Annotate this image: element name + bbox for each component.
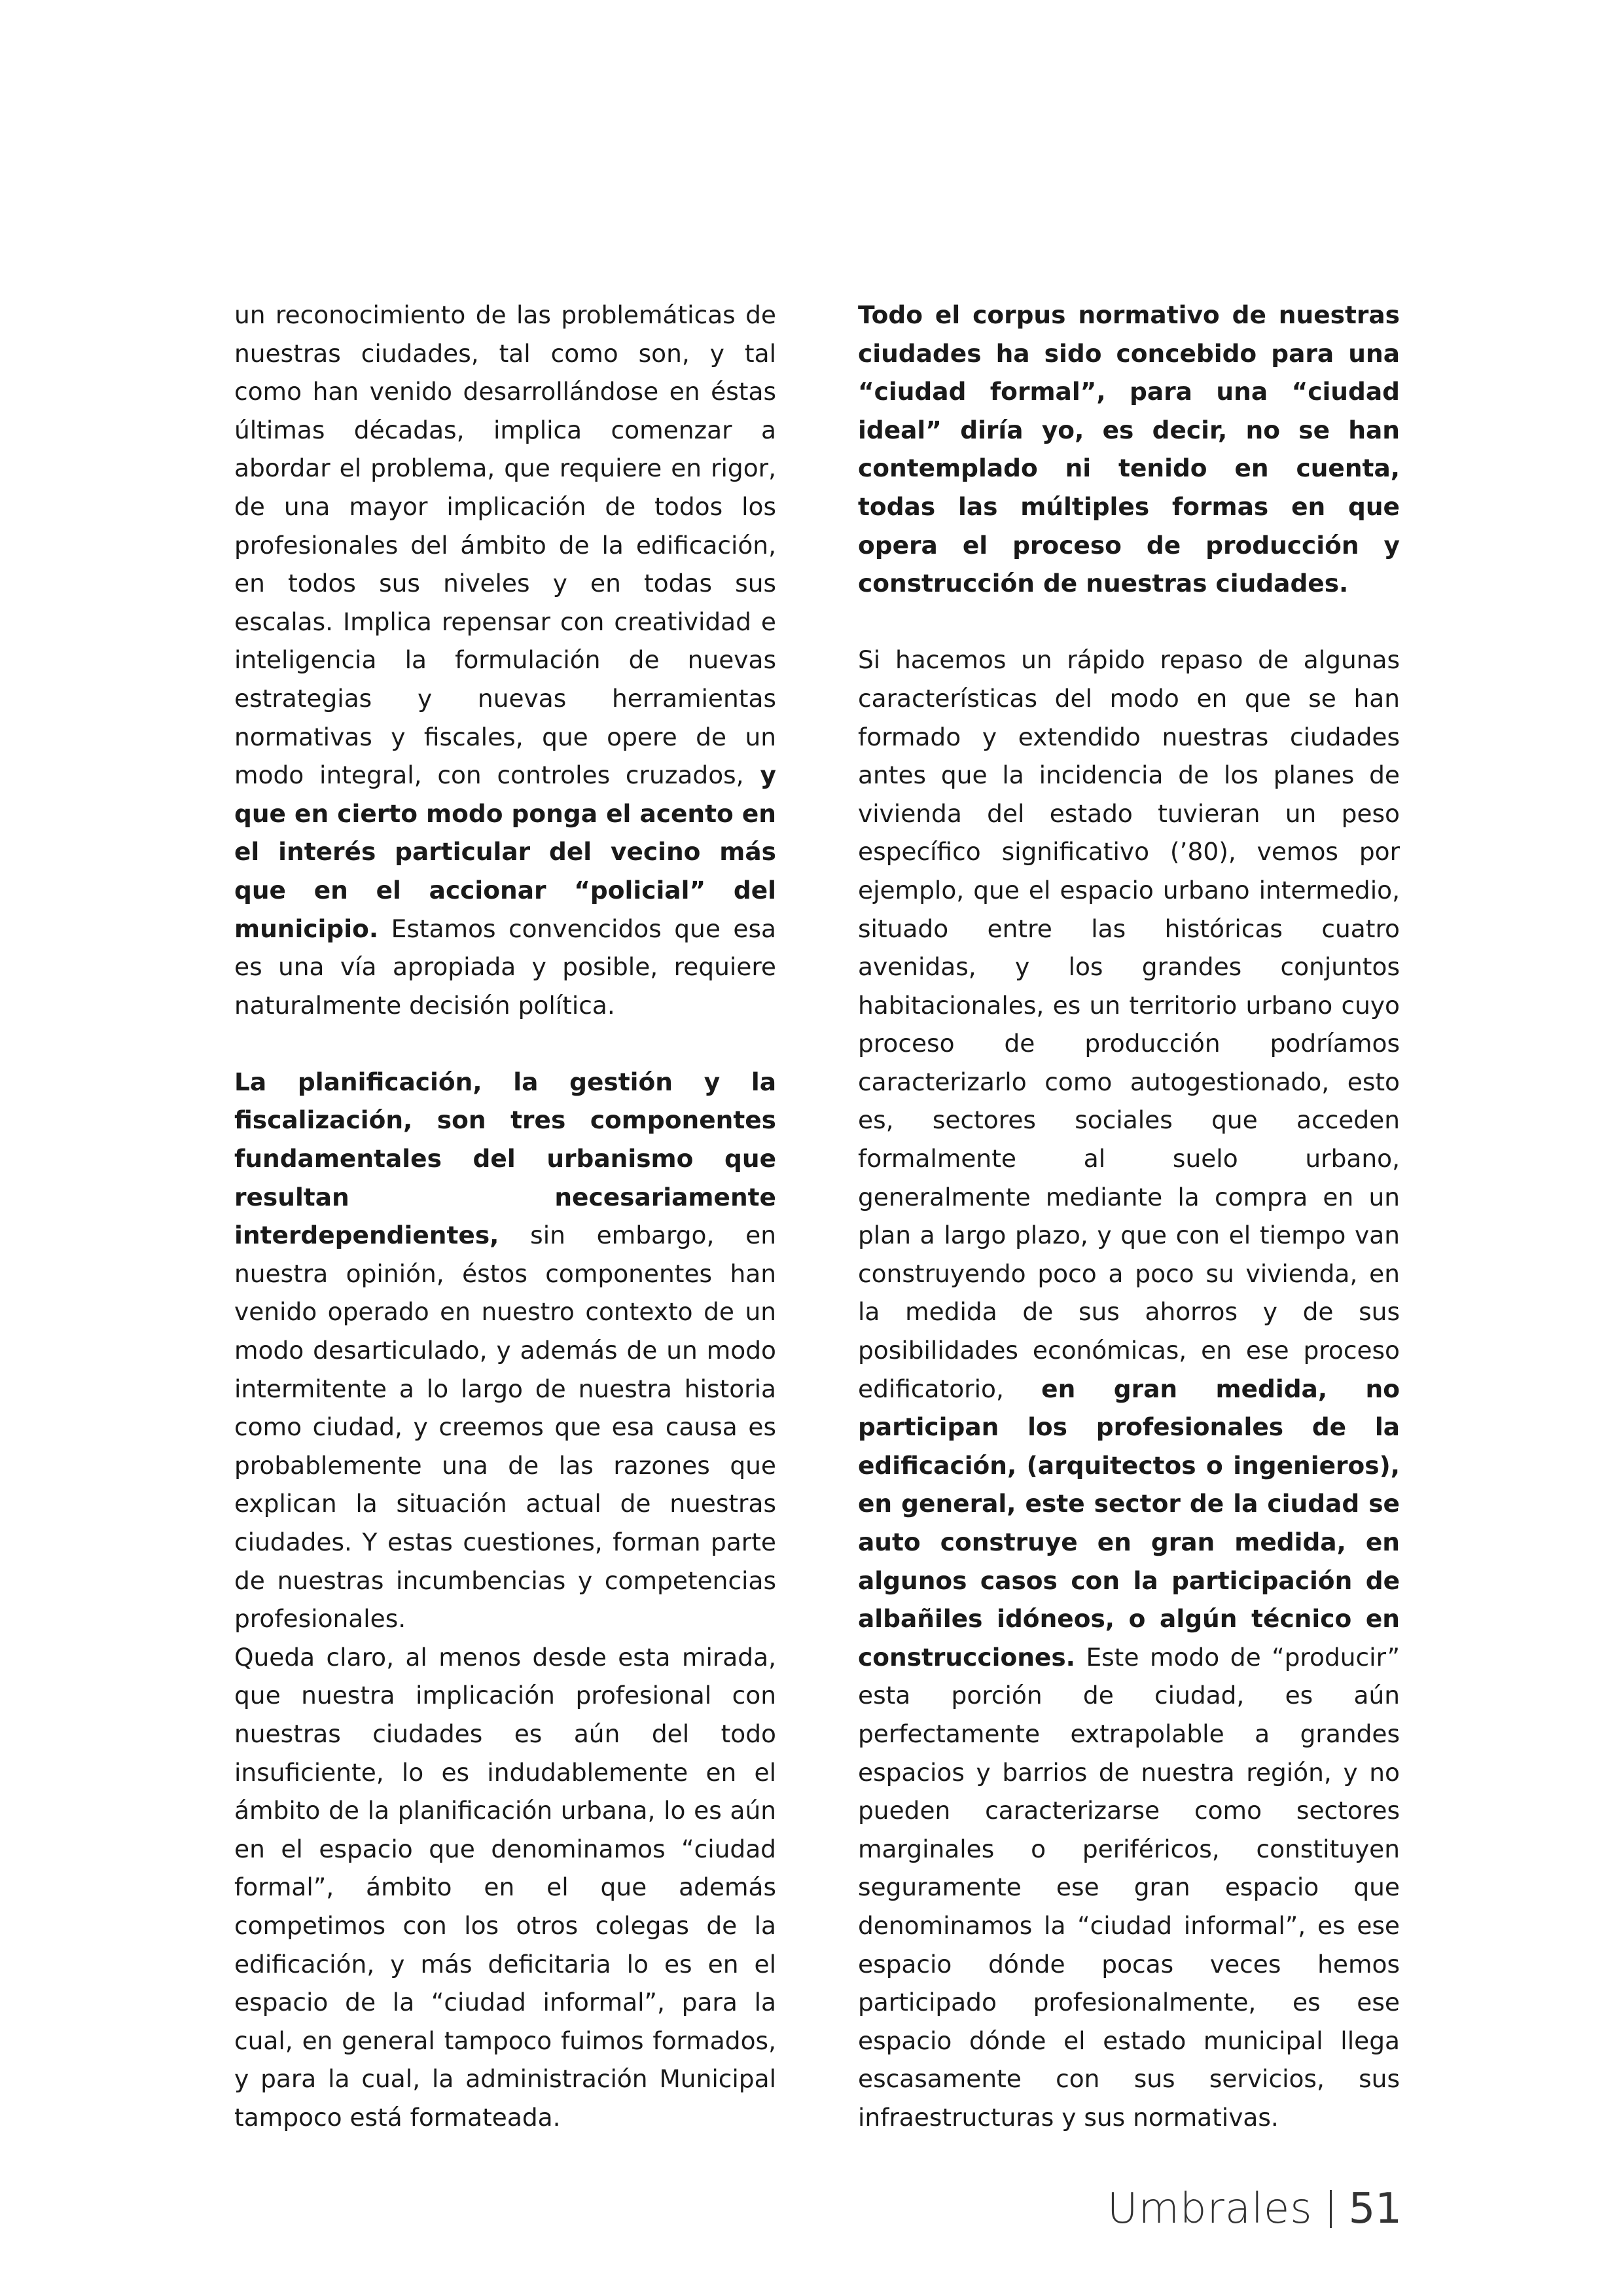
bold-text-run: en gran medida, no participan los profesionales de la edificación, (arquitectos o ingenieros), en general, este sector de la ciudad se auto construye en gran medida, en algunos casos con la participación de albañiles idóneos, o algún técnico en construcciones. — [858, 1374, 1400, 1672]
page-footer — [1107, 2185, 1402, 2233]
text-run: Estamos convencidos que esa es una vía apropiada y posible, requiere naturalmente decisión política. — [234, 914, 776, 1020]
right-column — [858, 296, 1400, 2137]
text-run: sin embargo, en nuestra opinión, éstos componentes han venido operado en nuestro contexto de un modo desarticulado, y además de un modo intermitente a lo largo de nuestra historia como ciudad, y creemos que esa causa es probablemente una de las razones que explican la situación actual de nuestras ciudades. Y estas cuestiones, forman parte de nuestras incumbencias y competencias profesionales. — [234, 1221, 776, 1634]
paragraph — [858, 296, 1400, 603]
page-number: 51 — [1348, 2185, 1402, 2233]
text-run: un reconocimiento de las problemáticas de nuestras ciudades, tal como son, y tal como han venido desarrollándose en éstas últimas décadas, implica comenzar a abordar el problema, que requiere en rigor, de una mayor implicación de todos los profesionales del ámbito de la edificación, en todos sus niveles y en todas sus escalas. Implica repensar con creatividad e inteligencia la formulación de nuevas estrategias y nuevas herramientas normativas y fiscales, que opere de un modo integral, con controles cruzados, — [234, 300, 776, 790]
bold-text-run: y que en cierto modo ponga el acento en el interés particular del vecino más que en el accionar “policial” del municipio. — [234, 761, 776, 943]
paragraph — [858, 641, 1400, 2136]
paragraph — [234, 296, 776, 1024]
text-run: Si hacemos un rápido repaso de algunas características del modo en que se han formado y extendido nuestras ciudades antes que la incidencia de los planes de vivienda del estado tuvieran un peso específico significativo (’80), vemos por ejemplo, que el espacio urbano intermedio, situado entre las históricas cuatro avenidas, y los grandes conjuntos habitacionales, es un territorio urbano cuyo proceso de producción podríamos caracterizarlo como autogestionado, esto es, sectores sociales que acceden formalmente al suelo urbano, generalmente mediante la compra en un plan a largo plazo, y que con el tiempo van construyendo poco a poco su vivienda, en la medida de sus ahorros y de sus posibilidades económicas, en ese proceso edificatorio, — [858, 645, 1400, 1403]
text-run: Queda claro, al menos desde esta mirada, que nuestra implicación profesional con nuestras ciudades es aún del todo insuficiente, lo es indudablemente en el ámbito de la planificación urbana, lo es aún en el espacio que denominamos “ciudad formal”, ámbito en el que además competimos con los otros colegas de la edificación, y más deficitaria lo es en el espacio de la “ciudad informal”, para la cual, en general tampoco fuimos formados, y para la cual, la administración Municipal tampoco está formateada. — [234, 1642, 776, 2132]
bold-text-run: Todo el corpus normativo de nuestras ciudades ha sido concebido para una “ciudad formal”, para una “ciudad ideal” diría yo, es decir, no se han contemplado ni tenido en cuenta, todas las múltiples formas en que opera el proceso de producción y construcción de nuestras ciudades. — [858, 300, 1400, 598]
left-column — [234, 296, 776, 2137]
paragraph — [234, 1638, 776, 2137]
paragraph — [234, 1063, 776, 1638]
bold-text-run: La planificación, la gestión y la fiscalización, son tres componentes fundamentales del urbanismo que resultan necesariamente interdependientes, — [234, 1067, 776, 1250]
text-run: Este modo de “producir” esta porción de ciudad, es aún perfectamente extrapolable a grandes espacios y barrios de nuestra región, y no pueden caracterizarse como sectores marginales o periféricos, constituyen seguramente ese gran espacio que denominamos la “ciudad informal”, es ese espacio dónde pocas veces hemos participado profesionalmente, es ese espacio dónde el estado municipal llega escasamente con sus servicios, sus infraestructuras y sus normativas. — [858, 1642, 1400, 2132]
footer-divider — [1330, 2190, 1332, 2228]
magazine-name: Umbrales — [1107, 2185, 1313, 2233]
